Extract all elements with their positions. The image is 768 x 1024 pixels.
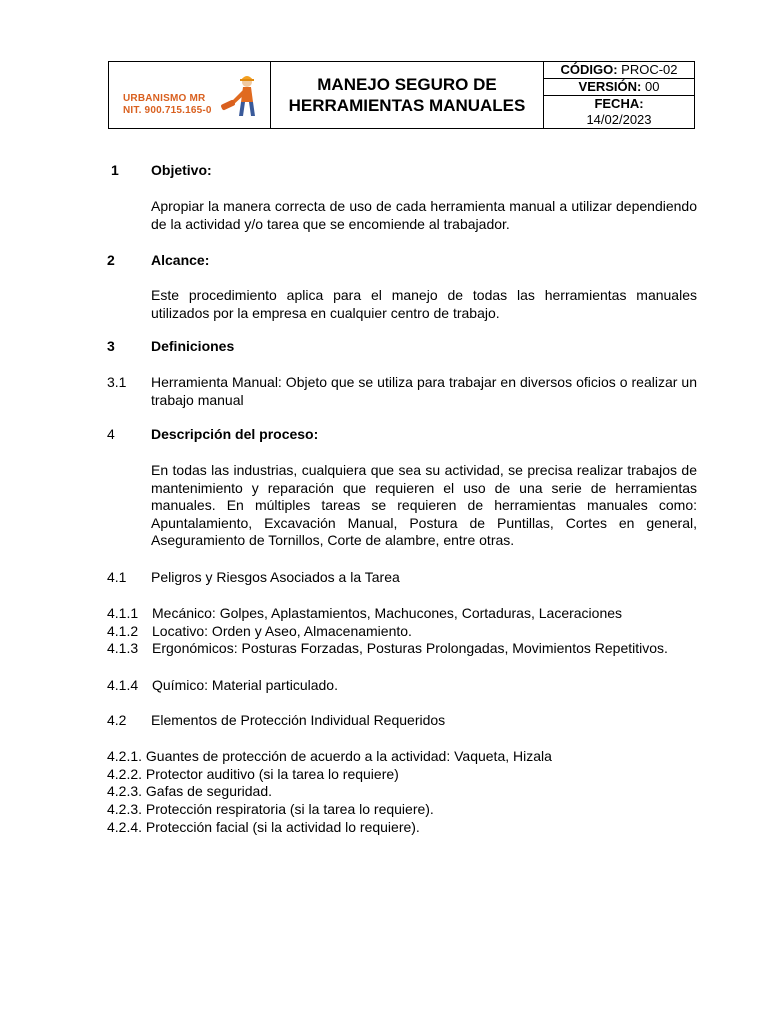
section-4-1-2-number: 4.1.2 (107, 623, 139, 639)
company-logo-text (123, 93, 212, 117)
document-title (271, 62, 544, 128)
codigo-value: PROC-02 (621, 62, 678, 77)
section-2-text: Este procedimiento aplica para el manejo de todas las herramientas manuales utilizados por la empresa en cualquier centro de trabajo. (151, 287, 697, 321)
section-4-text: En todas las industrias, cualquiera que sea su actividad, se precisa realizar trabajos de mantenimiento y reparación que requieren el uso de una serie de herramientas manuales. En múltiples tareas se requieren de herramientas manuales como: Apuntalamiento, Excavación Manual, Postura de Puntillas, Cortes en general, Aseguramiento de Tornillos, Corte de alambre, entre otras. (151, 462, 697, 548)
section-4-1-number: 4.1 (107, 569, 127, 585)
section-4-1-4-text: Químico: Material particulado. (152, 677, 338, 693)
section-1-title: Objetivo: (151, 162, 212, 178)
company-logo-cell (109, 62, 271, 128)
section-1-number: 1 (111, 162, 119, 178)
section-4-2-number: 4.2 (107, 712, 127, 728)
section-3-1-number: 3.1 (107, 374, 127, 390)
section-3-1-text: Herramienta Manual: Objeto que se utiliza para trabajar en diversos oficios o realizar un trabajo manual (151, 374, 697, 408)
epp-item: 4.2.1. Guantes de protección de acuerdo a la actividad: Vaqueta, Hizala (107, 748, 552, 764)
fecha-value: 14/02/2023 (586, 112, 652, 127)
section-2-title: Alcance: (151, 252, 210, 268)
section-4-1-4-number: 4.1.4 (107, 677, 139, 693)
section-4-number: 4 (107, 426, 115, 442)
section-3-title: Definiciones (151, 338, 235, 354)
section-3-number: 3 (107, 338, 115, 354)
version-label: VERSIÓN: (578, 79, 642, 94)
worker-logo-icon (217, 72, 261, 120)
codigo-label: CÓDIGO: (560, 62, 618, 77)
section-4-2-title: Elementos de Protección Individual Requeridos (151, 712, 446, 728)
company-name: URBANISMO MR (123, 93, 206, 104)
version-row (544, 79, 694, 96)
section-4-1-title: Peligros y Riesgos Asociados a la Tarea (151, 569, 400, 585)
fecha-row (544, 96, 694, 128)
section-4-1-2-text: Locativo: Orden y Aseo, Almacenamiento. (152, 623, 412, 639)
section-4-title: Descripción del proceso: (151, 426, 319, 442)
epp-item: 4.2.3. Protección respiratoria (si la tarea lo requiere). (107, 801, 434, 817)
title-line-2: HERRAMIENTAS MANUALES (288, 96, 526, 115)
document-meta (544, 62, 694, 128)
epp-item: 4.2.3. Gafas de seguridad. (107, 783, 272, 799)
section-4-1-1-number: 4.1.1 (107, 605, 139, 621)
section-4-1-3-text: Ergonómicos: Posturas Forzadas, Posturas Prolongadas, Movimientos Repetitivos. (152, 640, 668, 656)
codigo-row (544, 62, 694, 79)
version-value: 00 (645, 79, 660, 94)
section-4-1-3-number: 4.1.3 (107, 640, 139, 656)
epp-item: 4.2.2. Protector auditivo (si la tarea lo requiere) (107, 766, 399, 782)
epp-item: 4.2.4. Protección facial (si la actividad lo requiere). (107, 819, 420, 835)
section-2-number: 2 (107, 252, 115, 268)
section-1-text: Apropiar la manera correcta de uso de cada herramienta manual a utilizar dependiendo de la actividad y/o tarea que se encomiende al trabajador. (151, 198, 697, 232)
fecha-label: FECHA: (594, 96, 644, 111)
company-nit: NIT. 900.715.165-0 (123, 105, 212, 116)
section-4-1-1-text: Mecánico: Golpes, Aplastamientos, Machucones, Cortaduras, Laceraciones (152, 605, 623, 621)
title-line-1: MANEJO SEGURO DE (317, 75, 497, 94)
document-header-table (108, 61, 695, 129)
